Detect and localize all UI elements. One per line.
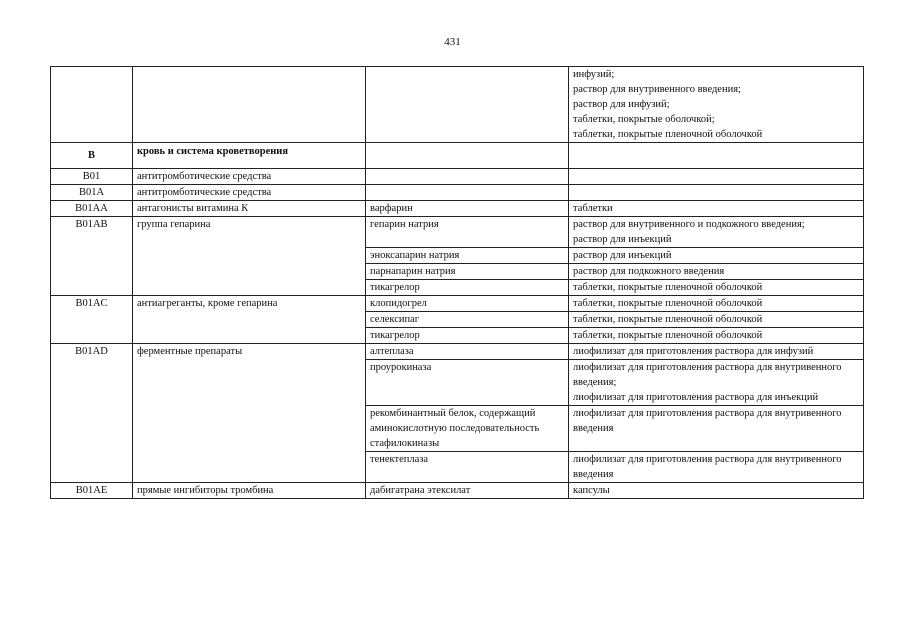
drug-name-cell	[366, 143, 569, 169]
drug-name-cell	[366, 67, 569, 143]
dosage-form-cell: капсулы	[569, 483, 864, 499]
dosage-form-cell: таблетки, покрытые пленочной оболочкой	[569, 312, 864, 328]
drug-name-cell: селексипаг	[366, 312, 569, 328]
drug-name-cell: алтеплаза	[366, 344, 569, 360]
dosage-form-cell: лиофилизат для приготовления раствора для внутривенного введения	[569, 406, 864, 452]
table-row	[51, 296, 864, 312]
table-row	[51, 201, 864, 217]
atc-code-cell: B01AC	[51, 296, 133, 344]
table-row	[51, 143, 864, 169]
drug-classification-table	[50, 66, 864, 499]
dosage-form-cell	[569, 169, 864, 185]
dosage-form-cell: таблетки, покрытые пленочной оболочкой	[569, 328, 864, 344]
drug-name-cell: тикагрелор	[366, 280, 569, 296]
group-name-cell: кровь и система кроветворения	[133, 143, 366, 169]
drug-name-cell	[366, 185, 569, 201]
group-name-cell: антиагреганты, кроме гепарина	[133, 296, 366, 344]
table-row	[51, 185, 864, 201]
atc-code-cell: B01AD	[51, 344, 133, 483]
group-name-cell: группа гепарина	[133, 217, 366, 296]
drug-name-cell: парнапарин натрия	[366, 264, 569, 280]
group-name-cell: ферментные препараты	[133, 344, 366, 483]
atc-code-cell: B01AA	[51, 201, 133, 217]
dosage-form-cell: таблетки, покрытые пленочной оболочкой	[569, 280, 864, 296]
drug-name-cell: клопидогрел	[366, 296, 569, 312]
group-name-cell: антитромботические средства	[133, 185, 366, 201]
drug-name-cell: варфарин	[366, 201, 569, 217]
dosage-form-cell: раствор для инъекций	[569, 248, 864, 264]
dosage-form-cell: лиофилизат для приготовления раствора для внутривенного введения	[569, 452, 864, 483]
atc-code-cell: B01	[51, 169, 133, 185]
drug-name-cell: дабигатрана этексилат	[366, 483, 569, 499]
atc-code-cell: B01AE	[51, 483, 133, 499]
drug-name-cell: проурокиназа	[366, 360, 569, 406]
table-row	[51, 169, 864, 185]
atc-code-cell: B	[51, 143, 133, 169]
table-row	[51, 483, 864, 499]
dosage-form-cell	[569, 185, 864, 201]
drug-name-cell: тикагрелор	[366, 328, 569, 344]
table-row	[51, 67, 864, 143]
drug-name-cell: тенектеплаза	[366, 452, 569, 483]
atc-code-cell	[51, 67, 133, 143]
table-row	[51, 217, 864, 248]
dosage-form-cell: лиофилизат для приготовления раствора для инфузий	[569, 344, 864, 360]
drug-name-cell: рекомбинантный белок, содержащий аминокислотную последовательность стафилокиназы	[366, 406, 569, 452]
atc-code-cell: B01A	[51, 185, 133, 201]
dosage-form-cell: таблетки	[569, 201, 864, 217]
dosage-form-cell	[569, 143, 864, 169]
drug-name-cell	[366, 169, 569, 185]
dosage-form-cell: таблетки, покрытые пленочной оболочкой	[569, 296, 864, 312]
group-name-cell: прямые ингибиторы тромбина	[133, 483, 366, 499]
group-name-cell: антитромботические средства	[133, 169, 366, 185]
group-name-cell	[133, 67, 366, 143]
group-name-cell: антагонисты витамина К	[133, 201, 366, 217]
table-row	[51, 344, 864, 360]
page-number: 431	[444, 36, 461, 48]
dosage-form-cell: инфузий; раствор для внутривенного введения; раствор для инфузий; таблетки, покрытые оболочкой; таблетки, покрытые пленочной оболочкой	[569, 67, 864, 143]
drug-name-cell: гепарин натрия	[366, 217, 569, 248]
atc-code-cell: B01AB	[51, 217, 133, 296]
dosage-form-cell: раствор для подкожного введения	[569, 264, 864, 280]
dosage-form-cell: раствор для внутривенного и подкожного введения; раствор для инъекций	[569, 217, 864, 248]
drug-name-cell: эноксапарин натрия	[366, 248, 569, 264]
dosage-form-cell: лиофилизат для приготовления раствора для внутривенного введения; лиофилизат для приготовления раствора для инъекций	[569, 360, 864, 406]
